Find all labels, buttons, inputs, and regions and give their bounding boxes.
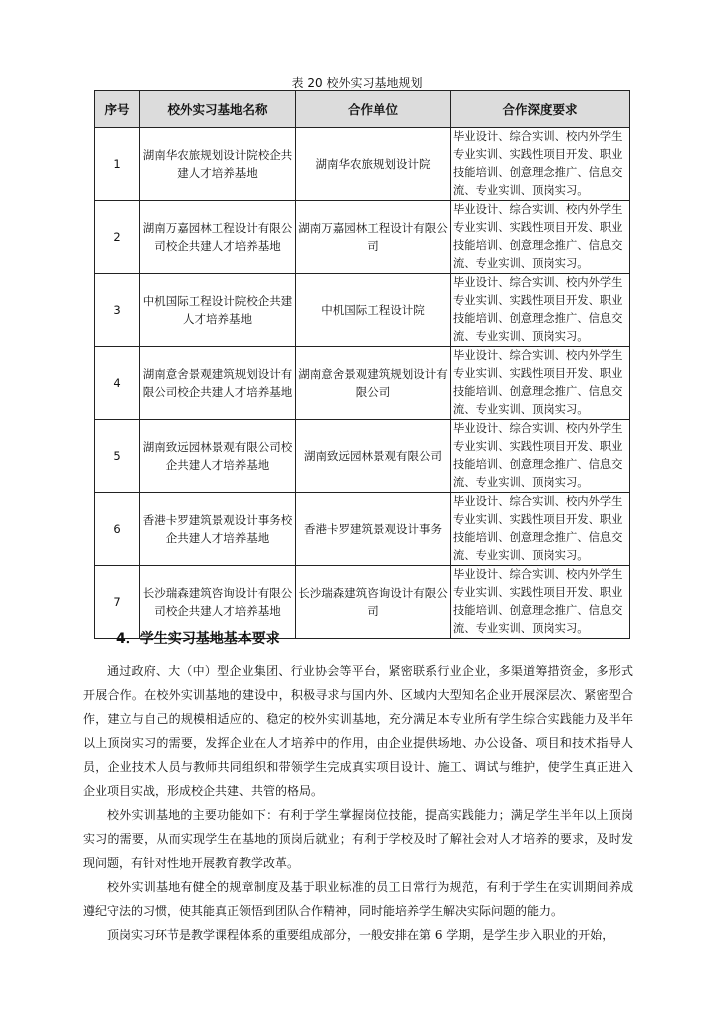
table-row: [95, 420, 630, 493]
header-requirement: 合作深度要求: [451, 91, 630, 128]
paragraph: 校外实训基地有健全的规章制度及基于职业标准的员工日常行为规范，有利于学生在实训期间养成遵纪守法的习惯，使其能真正领悟到团队合作精神，同时能培养学生解决实际问题的能力。: [83, 880, 633, 918]
header-partner: 合作单位: [296, 91, 451, 128]
paragraph: 通过政府、大（中）型企业集团、行业协会等平台，紧密联系行业企业，多渠道筹措资金，多形式开展合作。在校外实训基地的建设中，积极寻求与国内外、区域内大型知名企业开展深层次、紧密型合作，建立与自己的规模相适应的、稳定的校外实训基地，充分满足本专业所有学生综合实践能力及半年以上顶岗实习的需要，发挥企业在人才培养中的作用，由企业提供场地、办公设备、项目和技术指导人员，企业技术人员与教师共同组织和带领学生完成真实项目设计、施工、调试与维护，使学生真正进入企业项目实战，形成校企共建、共管的格局。: [83, 664, 633, 798]
table-row: [95, 347, 630, 420]
row-partner: 香港卡罗建筑景观设计事务: [296, 493, 451, 566]
row-base-name: 长沙瑞森建筑咨询设计有限公司校企共建人才培养基地: [140, 566, 296, 639]
row-index: 3: [95, 274, 140, 347]
section-heading: 4．学生实习基地基本要求: [116, 631, 280, 647]
table-row: [95, 128, 630, 201]
row-partner: 湖南华农旅规划设计院: [296, 128, 451, 201]
table-row: [95, 493, 630, 566]
row-base-name: 湖南意舍景观建筑规划设计有限公司校企共建人才培养基地: [140, 347, 296, 420]
table-row: [95, 274, 630, 347]
table-row: [95, 201, 630, 274]
row-partner: 长沙瑞森建筑咨询设计有限公司: [296, 566, 451, 639]
row-index: 1: [95, 128, 140, 201]
header-base-name: 校外实习基地名称: [140, 91, 296, 128]
section-body: [83, 659, 633, 947]
paragraph: 顶岗实习环节是教学课程体系的重要组成部分，一般安排在第 6 学期，是学生步入职业的开始，: [107, 928, 615, 942]
row-partner: 湖南万嘉园林工程设计有限公司: [296, 201, 451, 274]
row-requirement: 毕业设计、综合实训、校内外学生专业实训、实践性项目开发、职业技能培训、创意理念推广、信息交流、专业实训、顶岗实习。: [451, 347, 630, 420]
row-requirement: 毕业设计、综合实训、校内外学生专业实训、实践性项目开发、职业技能培训、创意理念推广、信息交流、专业实训、顶岗实习。: [451, 274, 630, 347]
row-index: 2: [95, 201, 140, 274]
paragraph: 校外实训基地的主要功能如下：有利于学生掌握岗位技能，提高实践能力；满足学生半年以上顶岗实习的需要，从而实现学生在基地的顶岗后就业；有利于学校及时了解社会对人才培养的要求，及时发现问题，有针对性地开展教育教学改革。: [83, 808, 633, 870]
row-partner: 湖南意舍景观建筑规划设计有限公司: [296, 347, 451, 420]
row-index: 6: [95, 493, 140, 566]
row-requirement: 毕业设计、综合实训、校内外学生专业实训、实践性项目开发、职业技能培训、创意理念推广、信息交流、专业实训、顶岗实习。: [451, 420, 630, 493]
row-base-name: 香港卡罗建筑景观设计事务校企共建人才培养基地: [140, 493, 296, 566]
header-index: 序号: [95, 91, 140, 128]
row-base-name: 湖南华农旅规划设计院校企共建人才培养基地: [140, 128, 296, 201]
row-requirement: 毕业设计、综合实训、校内外学生专业实训、实践性项目开发、职业技能培训、创意理念推广、信息交流、专业实训、顶岗实习。: [451, 566, 630, 639]
row-index: 7: [95, 566, 140, 639]
row-requirement: 毕业设计、综合实训、校内外学生专业实训、实践性项目开发、职业技能培训、创意理念推广、信息交流、专业实训、顶岗实习。: [451, 201, 630, 274]
internship-base-table: [94, 90, 630, 639]
row-base-name: 湖南致远园林景观有限公司校企共建人才培养基地: [140, 420, 296, 493]
row-requirement: 毕业设计、综合实训、校内外学生专业实训、实践性项目开发、职业技能培训、创意理念推广、信息交流、专业实训、顶岗实习。: [451, 128, 630, 201]
table-caption: 表 20 校外实习基地规划: [291, 76, 423, 90]
row-partner: 中机国际工程设计院: [296, 274, 451, 347]
row-index: 5: [95, 420, 140, 493]
row-requirement: 毕业设计、综合实训、校内外学生专业实训、实践性项目开发、职业技能培训、创意理念推广、信息交流、专业实训、顶岗实习。: [451, 493, 630, 566]
row-base-name: 湖南万嘉园林工程设计有限公司校企共建人才培养基地: [140, 201, 296, 274]
table-header-row: [95, 91, 630, 128]
row-index: 4: [95, 347, 140, 420]
row-partner: 湖南致远园林景观有限公司: [296, 420, 451, 493]
row-base-name: 中机国际工程设计院校企共建人才培养基地: [140, 274, 296, 347]
